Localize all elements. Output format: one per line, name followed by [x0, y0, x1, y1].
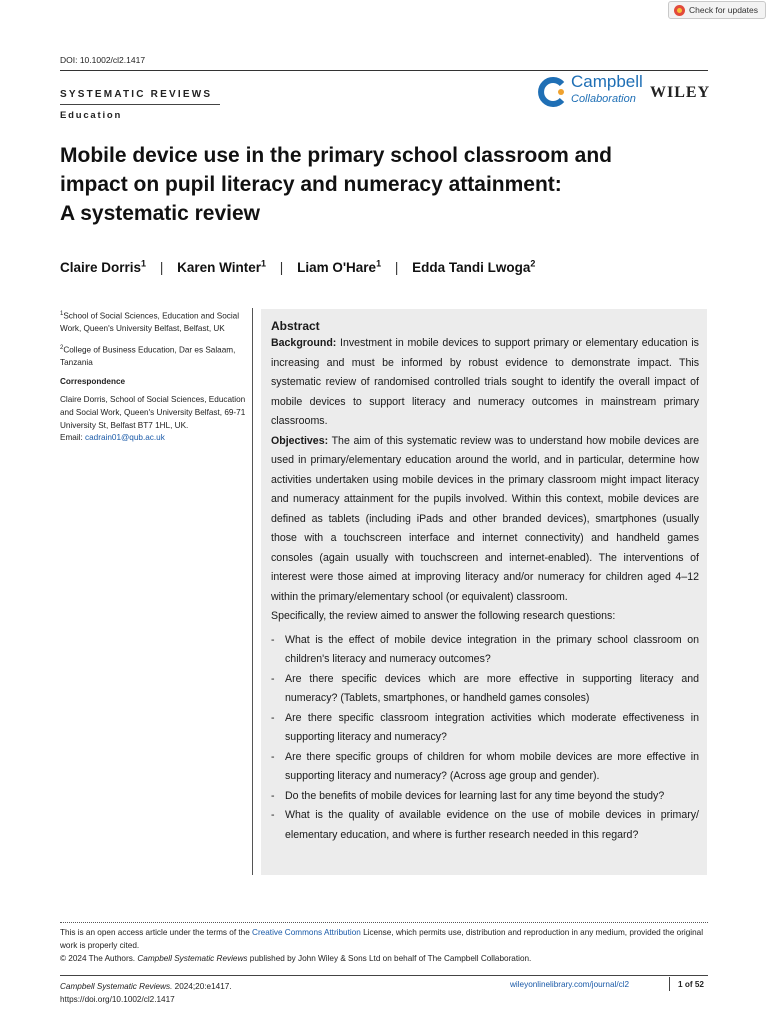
- correspondence-heading: Correspondence: [60, 376, 126, 386]
- correspondence-text: Claire Dorris, School of Social Sciences, Education and Social Work, Queen's University Belfast, 69-71 University St, Belfast BT7 1HL, UK. Email: cadrain01@qub.ac.uk: [60, 395, 246, 443]
- license-notice: [60, 926, 710, 965]
- author-name[interactable]: Liam O'Hare$^1$: [297, 258, 382, 275]
- list-item: - What is the effect of mobile device integration in the primary school classroom on children's literacy and numeracy outcomes?: [271, 631, 699, 670]
- author-name[interactable]: Edda Tandi Lwoga$^2$: [412, 258, 536, 275]
- campbell-logo-icon: [536, 76, 568, 108]
- crossmark-icon: [674, 5, 685, 16]
- check-for-updates-label: Check for updates: [689, 5, 758, 15]
- email-link[interactable]: cadrain01@qub.ac.uk: [85, 433, 165, 443]
- affiliation-1: $^1$School of Social Sciences, Education and Social Work, Queen's University Belfast, Belfast, UK: [60, 311, 240, 334]
- author-separator: |: [159, 259, 164, 275]
- subject-label: Education: [60, 110, 123, 121]
- author-name[interactable]: Claire Dorris$^1$: [60, 258, 147, 275]
- author-name[interactable]: Karen Winter$^1$: [177, 258, 267, 275]
- copyright-text: © 2024 The Authors. Campbell Systematic Reviews published by John Wiley & Sons Ltd on behalf of The Campbell Collaboration.: [60, 954, 532, 963]
- author-separator: |: [394, 259, 399, 275]
- author-list: [60, 258, 535, 275]
- header-rule: [60, 70, 708, 71]
- abstract-heading: Abstract: [271, 319, 320, 333]
- journal-citation: Campbell Systematic Reviews. 2024;20:e1417. https://doi.org/10.1002/cl2.1417: [60, 982, 232, 1004]
- abstract-background: Background: Investment in mobile devices to support primary or elementary education is increasing and must be informed by robust evidence to demonstrate impact. This systematic review of randomised controlled trials sought to identify the overall impact of mobile devices to support literacy and numeracy outcomes in mainstream primary classrooms.: [271, 337, 699, 427]
- article-title: [60, 141, 700, 228]
- footer-rule: [60, 975, 708, 976]
- check-for-updates-button[interactable]: [668, 1, 766, 19]
- author-separator: |: [279, 259, 284, 275]
- page-number: 1 of 52: [678, 980, 704, 989]
- license-text: This is an open access article under the terms of the Creative Commons Attribution License, which permits use, distribution and reproduction in any medium, provided the original work is properly cited.: [60, 928, 704, 950]
- questions-intro: Specifically, the review aimed to answer the following research questions:: [271, 610, 616, 622]
- title-line-1: Mobile device use in the primary school classroom and: [60, 144, 612, 167]
- list-item: - What is the quality of available evidence on the use of mobile devices in primary/ elementary education, and where is further research needed in this regard?: [271, 806, 699, 845]
- list-item: - Are there specific classroom integration activities which moderate effectiveness in supporting literacy and numeracy?: [271, 709, 699, 748]
- wiley-logo: WILEY: [650, 84, 711, 101]
- journal-site-link[interactable]: wileyonlinelibrary.com/journal/cl2: [510, 980, 630, 989]
- doi-line: DOI: 10.1002/cl2.1417: [60, 55, 146, 65]
- section-rule: [60, 104, 220, 105]
- column-divider: [252, 308, 253, 875]
- affiliations: [60, 308, 248, 451]
- list-item: - Do the benefits of mobile devices for learning last for any time beyond the study?: [271, 787, 699, 807]
- research-questions-list: [271, 631, 699, 846]
- campbell-logo: [571, 73, 643, 105]
- abstract-box: [261, 309, 707, 875]
- list-item: - Are there specific groups of children for whom mobile devices are more effective in supporting literacy and numeracy? (Across age group and gender).: [271, 748, 699, 787]
- license-rule: [60, 922, 708, 923]
- campbell-logo-line1: Campbell: [571, 72, 643, 91]
- section-label: SYSTEMATIC REVIEWS: [60, 89, 213, 100]
- campbell-logo-line2: Collaboration: [571, 93, 636, 105]
- title-line-2: impact on pupil literacy and numeracy attainment:: [60, 173, 562, 196]
- title-line-3: A systematic review: [60, 202, 261, 225]
- list-item: - Are there specific devices which are more effective in supporting literacy and numeracy? (Tablets, smartphones, or handheld games consoles): [271, 670, 699, 709]
- creative-commons-link[interactable]: Creative Commons Attribution: [252, 928, 361, 937]
- article-doi-link[interactable]: https://doi.org/10.1002/cl2.1417: [60, 995, 175, 1004]
- footer-divider: [669, 977, 670, 991]
- abstract-objectives: Objectives: The aim of this systematic review was to understand how mobile devices are used in primary/elementary education around the world, and in particular, determine how activities undertaken using mobile devices in the primary classroom might impact literacy and numeracy attainment for the pupils involved. Within this context, mobile devices are defined as tablets (including iPads and other branded devices), smartphones (usually those with a touchscreen interface and internet connectivity) and handheld games consoles (again usually with touchscreen and internet-enabled). The interventions of interest were those aimed at improving literacy and/or numeracy for children aged 4–12 within the primary/elementary school (or equivalent) classroom.: [271, 434, 699, 603]
- affiliation-2: $^2$College of Business Education, Dar es Salaam, Tanzania: [60, 344, 236, 368]
